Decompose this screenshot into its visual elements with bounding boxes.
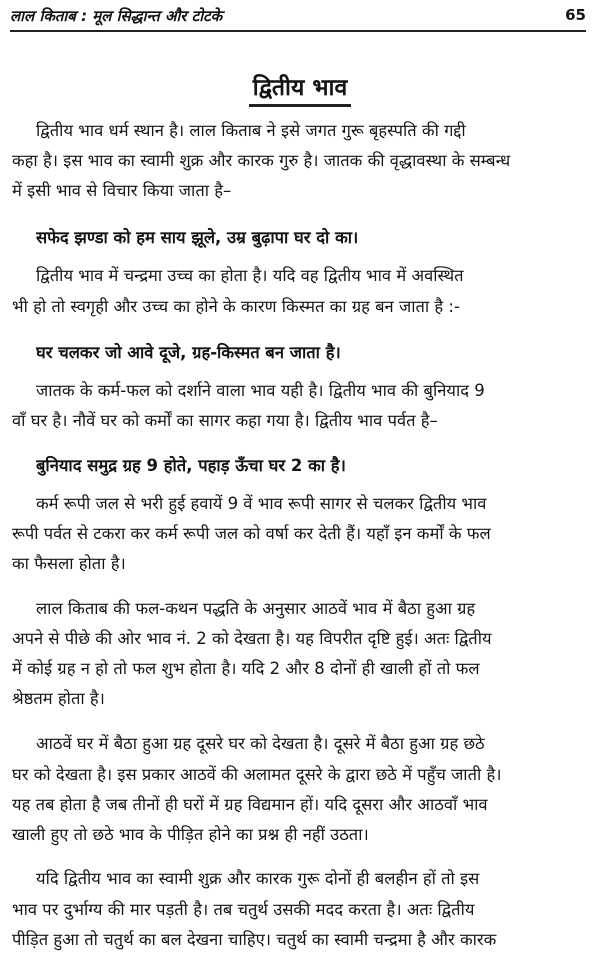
text-line: कहा है। इस भाव का स्वामी शुक्र और कारक गुरु है। जातक की वृद्धावस्था के सम्बन्ध — [12, 151, 511, 170]
text-line: आठवें घर में बैठा हुआ ग्रह दूसरे घर को देखता है। दूसरे में बैठा हुआ ग्रह छठे — [36, 734, 485, 753]
text-line: भाव पर दुर्भाग्य की मार पड़ती है। तब चतुर्थ उसकी मदद करता है। अतः द्वितीय — [12, 900, 475, 919]
text-line: द्वितीय भाव धर्म स्थान है। लाल किताब ने इसे जगत गुरू बृहस्पति की गद्दी — [36, 121, 466, 140]
text-line: वाँ घर है। नौवें घर को कर्मों का सागर कहा गया है। द्वितीय भाव पर्वत है– — [12, 411, 438, 430]
text-line: भी हो तो स्वगृही और उच्च का होने के कारण किस्मत का ग्रह बन जाता है :- — [12, 297, 460, 316]
verse-line: घर चलकर जो आवे दूजे, ग्रह-किस्मत बन जाता है। — [36, 343, 341, 362]
text-line: यह तब होता है जब तीनों ही घरों में ग्रह विद्यमान हों। यदि दूसरा और आठवाँ भाव — [12, 795, 488, 814]
section-heading-wrap — [0, 70, 600, 107]
text-line: श्रेष्ठतम होता है। — [12, 689, 105, 708]
verse-line: बुनियाद समुद्र ग्रह 9 होते, पहाड़ ऊँचा घर 2 का है। — [36, 456, 346, 475]
section-heading: द्वितीय भाव — [249, 70, 352, 107]
text-line: पीड़ित हुआ तो चतुर्थ का बल देखना चाहिए। चतुर्थ का स्वामी चन्द्रमा है और कारक — [12, 930, 497, 949]
running-title: लाल किताब : मूल सिद्धान्त और टोटके — [10, 7, 223, 25]
text-line: द्वितीय भाव में चन्द्रमा उच्च का होता है। यदि वह द्वितीय भाव में अवस्थित — [36, 266, 464, 285]
page-number: 65 — [565, 6, 586, 24]
text-line: लाल किताब की फल-कथन पद्धति के अनुसार आठवें भाव में बैठा हुआ ग्रह — [36, 599, 476, 618]
text-line: घर को देखता है। इस प्रकार आठवें की अलामत दूसरे के द्वारा छठे में पहुँच जाती है। — [12, 765, 502, 784]
text-line: का फैसला होता है। — [12, 554, 126, 573]
text-line: खाली हुए तो छठे भाव के पीड़ित होने का प्रश्न ही नहीं उठता। — [12, 825, 369, 844]
page-header — [10, 4, 586, 32]
text-line: कर्म रूपी जल से भरी हुई हवायें 9 वें भाव रूपी सागर से चलकर द्वितीय भाव — [36, 494, 487, 513]
text-line: यदि द्वितीय भाव का स्वामी शुक्र और कारक गुरू दोनों ही बलहीन हों तो इस — [36, 869, 480, 888]
text-line: रूपी पर्वत से टकरा कर कर्म रूपी जल को वर्षा कर देती हैं। यहाँ इन कर्मों के फल — [12, 524, 491, 543]
text-line: जातक के कर्म-फल को दर्शाने वाला भाव यही है। द्वितीय भाव की बुनियाद 9 — [36, 381, 485, 400]
verse-line: सफेद झण्डा को हम साय झूले, उम्र बुढ़ापा घर दो का। — [36, 228, 359, 247]
text-line: अपने से पीछे की ओर भाव नं. 2 को देखता है। यह विपरीत दृष्टि हुई। अतः द्वितीय — [12, 629, 492, 648]
text-line: में इसी भाव से विचार किया जाता है– — [12, 181, 232, 200]
text-line: में कोई ग्रह न हो तो फल शुभ होता है। यदि 2 और 8 दोनों ही खाली हों तो फल — [12, 659, 480, 678]
